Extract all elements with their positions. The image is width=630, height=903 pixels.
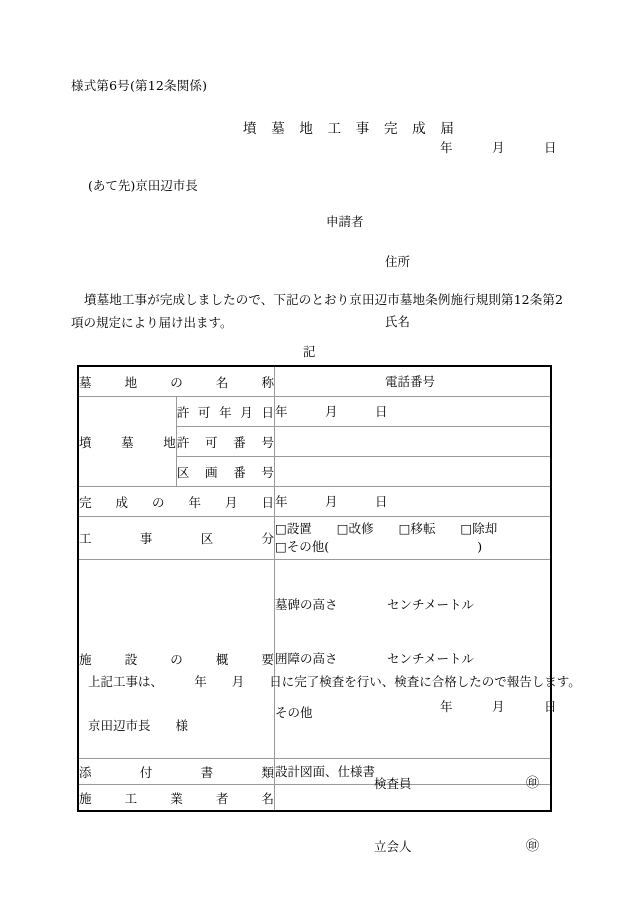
facility-line-monument[interactable] [275, 596, 550, 614]
row-value-plot-number[interactable] [275, 457, 552, 487]
checkbox-other-label[interactable]: □その他( [275, 539, 330, 554]
inspection-report-line: 上記工事は、 年 月 日に完了検査を行い、検査に合格したので報告します。 [88, 674, 581, 689]
row-value-cemetery-name[interactable] [275, 366, 552, 397]
checkbox-other-close: ) [477, 539, 483, 554]
row-label-attachments: 添付書類 [78, 759, 275, 785]
signature-row-inspector [374, 773, 539, 794]
footer-date-blank: 年 月 日 [440, 699, 558, 714]
row-label-permit-number: 許可番号 [176, 427, 274, 457]
row-label-plot-number: 区画番号 [176, 457, 274, 487]
table-row [78, 517, 551, 560]
seal-icon-inspector: ㊞ [525, 776, 539, 791]
addressee: (あて先)京田辺市長 [88, 178, 198, 193]
table-row [78, 487, 551, 517]
applicant-field-address: 住所 [385, 254, 411, 269]
row-value-completion-date[interactable]: 年 月 日 [275, 487, 552, 517]
header-date-blank: 年 月 日 [440, 140, 558, 155]
page-title: 墳 墓 地 工 事 完 成 届 [243, 121, 460, 137]
work-category-checkbox-line-2[interactable] [275, 538, 550, 556]
facility-label-monument-height: 墓碑の高さ [275, 597, 338, 612]
mayor-addressee: 京田辺市長 様 [88, 718, 189, 733]
signature-block [374, 731, 539, 899]
applicant-field-telephone: 電話番号 [385, 374, 436, 389]
body-paragraph: 墳墓地工事が完成しましたので、下記のとおり京田辺市墓地条例施行規則第12条第2項の規定により届け出ます。 [71, 292, 563, 330]
row-value-work-category [275, 517, 552, 560]
form-number: 様式第6号(第12条関係) [71, 78, 208, 93]
ki-heading: 記 [303, 344, 316, 359]
row-value-permit-date[interactable]: 年 月 日 [275, 397, 552, 427]
signature-role-witness: 立会人 [374, 839, 412, 854]
facility-unit-fence-height: センチメートル [387, 651, 475, 666]
row-label-facility-outline: 施設の概要 [78, 560, 275, 759]
row-label-grave-site-group: 墳墓地 [78, 397, 176, 487]
signature-role-inspector: 検査員 [374, 776, 412, 791]
signature-row-witness [374, 836, 539, 857]
facility-label-other: その他 [275, 705, 313, 720]
row-label-work-category: 工事区分 [78, 517, 275, 560]
row-value-attachments[interactable]: 設計図面、仕様書 [275, 759, 552, 785]
row-label-contractor-name: 施工業者名 [78, 785, 275, 812]
applicant-field-name: 氏名 [385, 314, 411, 329]
applicant-label: 申請者 [326, 214, 364, 229]
work-category-checkbox-line-1[interactable]: □設置 □改修 □移転 □除却 [275, 521, 498, 536]
row-label-permit-date: 許可年月日 [176, 397, 274, 427]
facility-line-fence[interactable] [275, 650, 550, 668]
row-value-facility-outline [275, 560, 552, 759]
table-row [78, 397, 551, 427]
facility-unit-monument-height: センチメートル [387, 597, 475, 612]
row-label-completion-date: 完成の年月日 [78, 487, 275, 517]
table-row [78, 366, 551, 397]
facility-label-fence-height: 囲障の高さ [275, 651, 338, 666]
row-value-permit-number[interactable] [275, 427, 552, 457]
seal-icon-witness: ㊞ [525, 839, 539, 854]
row-label-cemetery-name: 墓地の名称 [78, 366, 275, 397]
